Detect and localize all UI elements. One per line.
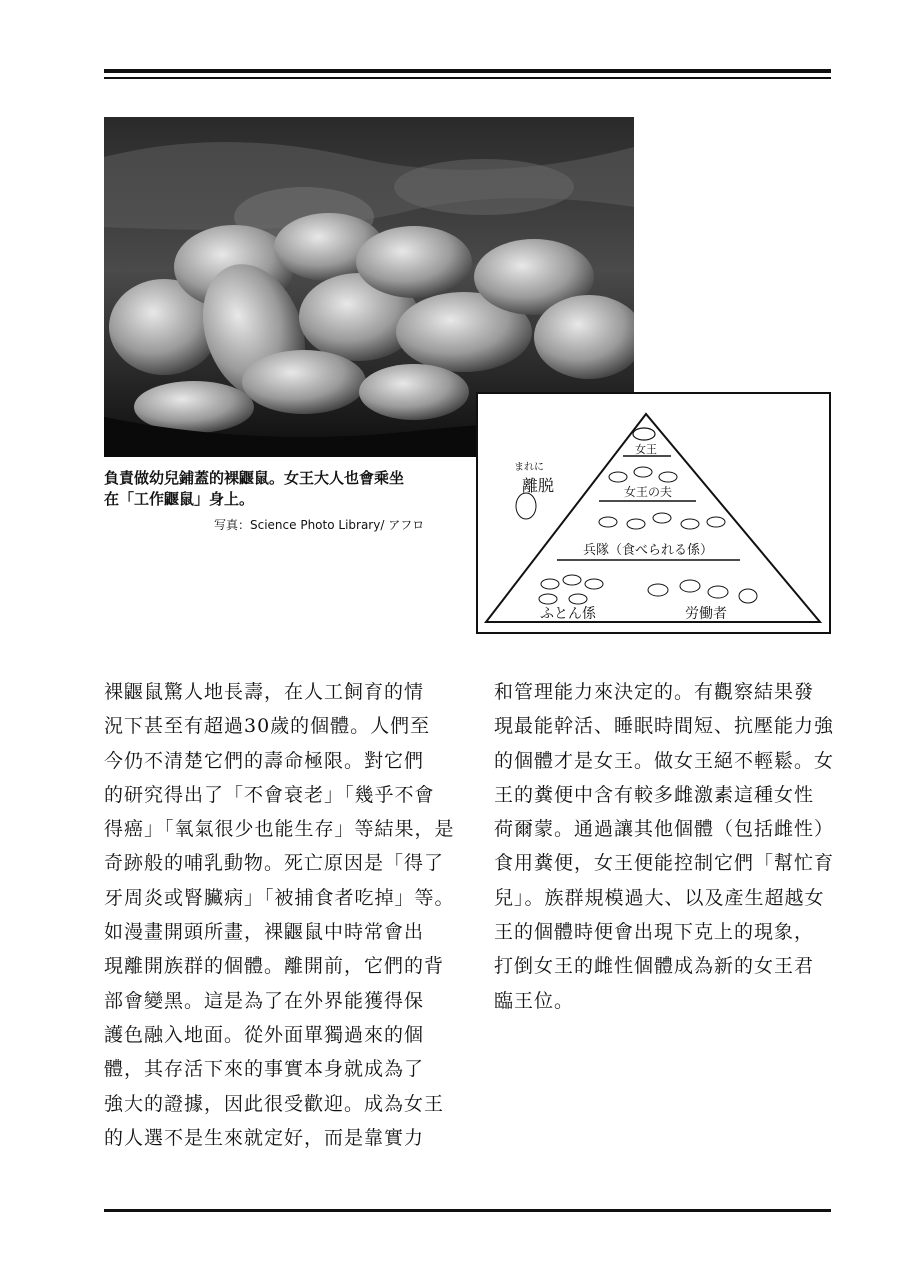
side-note-rarely: まれに — [514, 462, 544, 473]
body-line: 食用糞便，女王便能控制它們「幫忙育 — [494, 852, 835, 875]
body-line: 的個體才是女王。做女王絕不輕鬆。女 — [494, 749, 835, 772]
top-rule-thick — [104, 69, 831, 73]
body-column-right — [494, 675, 839, 1018]
body-line: 況下甚至有超過30歲的個體。人們至 — [104, 715, 431, 738]
tier-label-soldiers: 兵隊（食べられる係） — [582, 543, 714, 558]
caption-line: 在「工作鼴鼠」身上。 — [104, 490, 255, 508]
body-line: 臨王位。 — [494, 989, 575, 1012]
body-line: 王的個體時便會出現下克上的現象， — [494, 921, 815, 944]
body-line: 護色融入地面。從外面單獨過來的個 — [104, 1023, 425, 1046]
caste-pyramid-diagram — [476, 392, 831, 634]
tier-label-queen: 女王 — [635, 443, 657, 456]
body-line: 現離開族群的個體。離開前，它們的背 — [104, 955, 445, 978]
body-column-left — [104, 675, 455, 1155]
body-line: 荷爾蒙。通過讓其他個體（包括雌性） — [494, 818, 835, 841]
body-line: 的研究得出了「不會衰老」「幾乎不會 — [104, 783, 435, 806]
body-line: 裸鼴鼠驚人地長壽，在人工飼育的情 — [104, 681, 425, 703]
body-line: 部會變黑。這是為了在外界能獲得保 — [104, 989, 425, 1012]
tier-label-workers: 労働者 — [685, 606, 727, 622]
photo-credit: 写真：Science Photo Library/ アフロ — [214, 518, 425, 532]
body-line: 王的糞便中含有較多雌激素這種女性 — [494, 783, 815, 806]
bottom-rule — [104, 1209, 831, 1212]
body-line: 現最能幹活、睡眠時間短、抗壓能力強 — [494, 715, 835, 738]
body-line: 今仍不清楚它們的壽命極限。對它們 — [104, 749, 425, 772]
tier-label-queen-husband: 女王の夫 — [623, 485, 673, 499]
body-line: 得癌」「氧氣很少也能生存」等結果，是 — [104, 818, 455, 841]
body-line: 打倒女王的雌性個體成為新的女王君 — [494, 955, 815, 978]
body-line: 體，其存活下來的事實本身就成為了 — [104, 1058, 425, 1081]
photo-caption — [104, 468, 474, 510]
body-line: 牙周炎或腎臟病」「被捕食者吃掉」等。 — [104, 886, 455, 909]
body-line: 的人選不是生來就定好，而是靠實力 — [104, 1126, 425, 1149]
caption-line: 負責做幼兒鋪蓋的裸鼴鼠。女王大人也會乘坐 — [104, 469, 405, 487]
body-line: 兒」。族群規模過大、以及產生超越女 — [494, 886, 825, 909]
body-line: 強大的證據，因此很受歡迎。成為女王 — [104, 1092, 445, 1115]
top-rule-thin — [104, 77, 831, 79]
body-line: 如漫畫開頭所畫，裸鼴鼠中時常會出 — [104, 921, 425, 944]
tier-label-bedding: ふとん係 — [540, 606, 596, 622]
side-note-leave: 離脱 — [522, 476, 555, 495]
body-line: 和管理能力來決定的。有觀察結果發 — [494, 681, 815, 703]
body-line: 奇跡般的哺乳動物。死亡原因是「得了 — [104, 852, 445, 875]
